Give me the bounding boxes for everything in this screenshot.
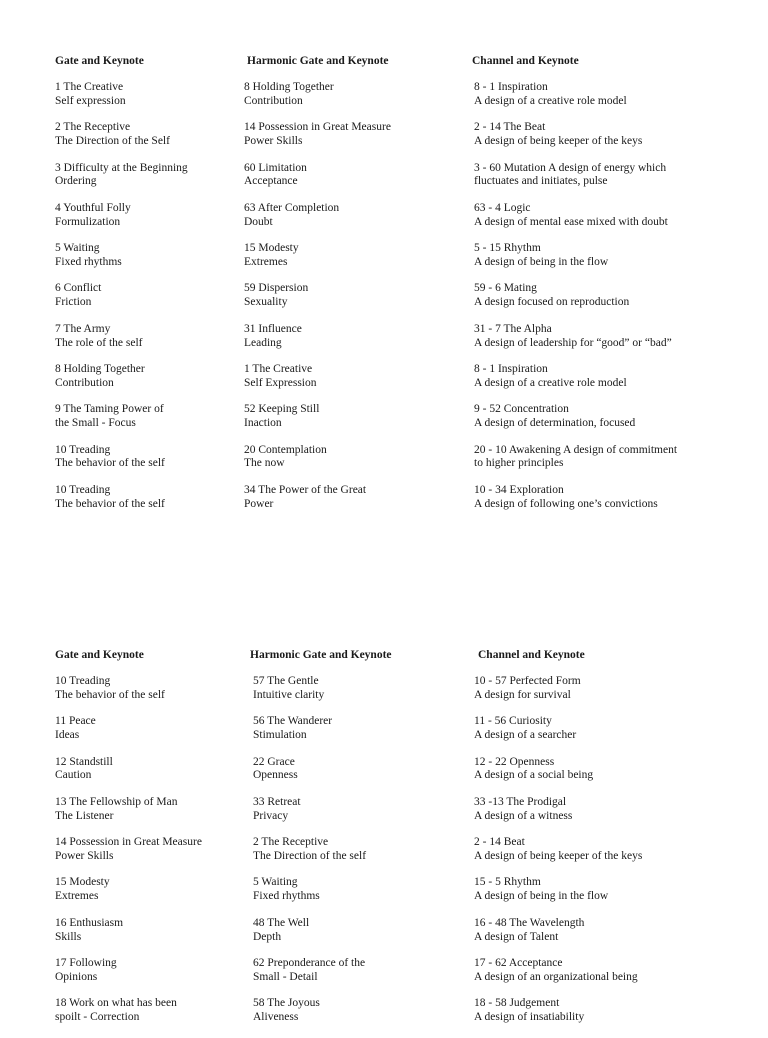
- gate-entry: [55, 81, 188, 121]
- column-header-gate: Gate and Keynote: [55, 649, 144, 661]
- harmonic-entry: [244, 444, 391, 484]
- gate-entry: [55, 242, 188, 282]
- harmonic-entry: [244, 81, 391, 121]
- entry-title: 2 The Receptive: [253, 836, 329, 849]
- harmonic-entry: [253, 876, 366, 916]
- entry-keynote: Skills: [55, 930, 82, 943]
- entry-title: 13 The Fellowship of Man: [55, 795, 178, 808]
- channel-entry: [474, 836, 642, 876]
- entry-title: 3 - 60 Mutation A design of energy which: [474, 161, 667, 174]
- entry-title: 15 Modesty: [244, 242, 299, 255]
- entry-keynote: Aliveness: [253, 1011, 299, 1024]
- entry-keynote: Depth: [253, 930, 282, 943]
- harmonic-entry: [253, 675, 366, 715]
- entry-title: 2 The Receptive: [55, 121, 131, 134]
- entry-title: 31 Influence: [244, 322, 302, 335]
- harmonic-entry: [244, 282, 391, 322]
- gate-entry: [55, 282, 188, 322]
- entry-title: 14 Possession in Great Measure: [55, 836, 202, 849]
- entry-title: 3 Difficulty at the Beginning: [55, 161, 188, 174]
- entry-title: 56 The Wanderer: [253, 715, 333, 728]
- entry-title: 12 - 22 Openness: [474, 755, 555, 768]
- entry-title: 5 Waiting: [55, 242, 100, 255]
- gate-entry: [55, 675, 202, 715]
- entry-keynote: Power Skills: [244, 135, 303, 148]
- entry-keynote: The Direction of the Self: [55, 135, 170, 148]
- channel-entry: [474, 715, 642, 755]
- entry-title: 60 Limitation: [244, 161, 307, 174]
- entry-keynote: A design of Talent: [474, 930, 559, 943]
- gate-entry: [55, 796, 202, 836]
- harmonic-entry: [244, 323, 391, 363]
- entry-keynote: the Small - Focus: [55, 417, 136, 430]
- gate-entry: [55, 363, 188, 403]
- harmonic-entry: [253, 756, 366, 796]
- harmonic-column: [253, 675, 366, 1038]
- channel-entry: [474, 403, 677, 443]
- entry-keynote: Intuitive clarity: [253, 688, 325, 701]
- channel-entry: [474, 796, 642, 836]
- column-header-gate: Gate and Keynote: [55, 55, 144, 67]
- entry-keynote: The behavior of the self: [55, 497, 165, 510]
- channel-column: [474, 81, 677, 524]
- entry-title: 62 Preponderance of the: [253, 957, 366, 970]
- column-header-channel: Channel and Keynote: [472, 55, 579, 67]
- column-header-channel: Channel and Keynote: [478, 649, 585, 661]
- entry-keynote: Ordering: [55, 175, 97, 188]
- entry-title: 4 Youthful Folly: [55, 201, 131, 214]
- channel-entry: [474, 444, 677, 484]
- channel-entry: [474, 363, 677, 403]
- gate-entry: [55, 484, 188, 524]
- entry-keynote: Power Skills: [55, 849, 114, 862]
- entry-keynote: A design of a creative role model: [474, 94, 627, 107]
- entry-title: 11 Peace: [55, 715, 96, 728]
- entry-keynote: A design of a witness: [474, 809, 573, 822]
- entry-keynote: Formulization: [55, 215, 121, 228]
- column-header-harmonic: Harmonic Gate and Keynote: [247, 55, 389, 67]
- entry-keynote: A design of being in the flow: [474, 255, 609, 268]
- entry-keynote: Opinions: [55, 970, 98, 983]
- entry-title: 59 - 6 Mating: [474, 282, 537, 295]
- entry-title: 63 After Completion: [244, 201, 340, 214]
- channel-entry: [474, 202, 677, 242]
- entry-keynote: A design of insatiability: [474, 1011, 585, 1024]
- gate-entry: [55, 917, 202, 957]
- entry-title: 10 Treading: [55, 675, 111, 687]
- gate-entry: [55, 957, 202, 997]
- entry-keynote: Leading: [244, 336, 282, 349]
- entry-title: 11 - 56 Curiosity: [474, 715, 552, 728]
- entry-keynote: A design of being keeper of the keys: [474, 135, 643, 148]
- entry-keynote: Self Expression: [244, 376, 317, 389]
- entry-title: 57 The Gentle: [253, 675, 319, 687]
- column-header-harmonic: Harmonic Gate and Keynote: [250, 649, 392, 661]
- gate-entry: [55, 162, 188, 202]
- harmonic-column: [244, 81, 391, 524]
- entry-title: 17 - 62 Acceptance: [474, 957, 563, 970]
- entry-keynote: spoilt - Correction: [55, 1011, 140, 1024]
- entry-keynote: Small - Detail: [253, 970, 318, 983]
- harmonic-entry: [244, 242, 391, 282]
- entry-keynote: Doubt: [244, 215, 273, 228]
- entry-title: 8 - 1 Inspiration: [474, 81, 548, 93]
- entry-keynote: Self expression: [55, 94, 126, 107]
- entry-keynote: Fixed rhythms: [55, 255, 122, 268]
- entry-keynote: The behavior of the self: [55, 457, 165, 470]
- channel-entry: [474, 876, 642, 916]
- entry-keynote: Contribution: [244, 94, 303, 107]
- entry-title: 2 - 14 The Beat: [474, 121, 546, 134]
- entry-keynote: Inaction: [244, 417, 282, 430]
- entry-keynote: A design of being keeper of the keys: [474, 849, 643, 862]
- entry-title: 20 - 10 Awakening A design of commitment: [474, 443, 678, 456]
- gate-column: [55, 675, 202, 1038]
- harmonic-entry: [244, 363, 391, 403]
- entry-keynote: A design of determination, focused: [474, 417, 636, 430]
- entry-keynote: A design of an organizational being: [474, 970, 638, 983]
- channel-entry: [474, 162, 677, 202]
- entry-keynote: Acceptance: [244, 175, 298, 188]
- entry-title: 1 The Creative: [55, 81, 124, 93]
- entry-keynote: A design of a searcher: [474, 729, 577, 742]
- entry-keynote: A design of following one’s convictions: [474, 497, 658, 510]
- gate-entry: [55, 876, 202, 916]
- entry-title: 20 Contemplation: [244, 443, 327, 456]
- entry-title: 22 Grace: [253, 755, 295, 768]
- channel-entry: [474, 323, 677, 363]
- gate-entry: [55, 403, 188, 443]
- channel-entry: [474, 484, 677, 524]
- entry-title: 48 The Well: [253, 916, 310, 929]
- entry-title: 9 - 52 Concentration: [474, 403, 569, 416]
- channel-entry: [474, 997, 642, 1037]
- entry-keynote: Caution: [55, 769, 92, 782]
- entry-keynote: A design of leadership for “good” or “bad”: [474, 336, 672, 349]
- entry-keynote: Sexuality: [244, 296, 288, 309]
- entry-title: 2 - 14 Beat: [474, 836, 525, 849]
- gate-entry: [55, 444, 188, 484]
- channel-entry: [474, 282, 677, 322]
- gate-entry: [55, 202, 188, 242]
- harmonic-entry: [253, 917, 366, 957]
- gate-entry: [55, 997, 202, 1037]
- channel-entry: [474, 675, 642, 715]
- entry-title: 15 Modesty: [55, 876, 110, 889]
- entry-title: 34 The Power of the Great: [244, 483, 367, 496]
- channel-entry: [474, 957, 642, 997]
- entry-title: 12 Standstill: [55, 755, 113, 768]
- gate-entry: [55, 836, 202, 876]
- entry-keynote: A design of a social being: [474, 769, 594, 782]
- entry-keynote: Privacy: [253, 809, 289, 822]
- harmonic-entry: [244, 121, 391, 161]
- gate-column: [55, 81, 188, 524]
- entry-title: 31 - 7 The Alpha: [474, 322, 552, 335]
- entry-keynote: The role of the self: [55, 336, 143, 349]
- entry-keynote: A design for survival: [474, 688, 571, 701]
- entry-keynote: Contribution: [55, 376, 114, 389]
- harmonic-entry: [253, 997, 366, 1037]
- entry-title: 18 Work on what has been: [55, 997, 177, 1010]
- entry-title: 10 Treading: [55, 483, 111, 496]
- entry-title: 16 Enthusiasm: [55, 916, 124, 929]
- channel-entry: [474, 917, 642, 957]
- entry-title: 6 Conflict: [55, 282, 102, 295]
- harmonic-entry: [253, 957, 366, 997]
- entry-title: 7 The Army: [55, 322, 111, 335]
- entry-keynote: The Direction of the self: [253, 849, 367, 862]
- harmonic-entry: [253, 796, 366, 836]
- entry-title: 8 Holding Together: [244, 81, 334, 93]
- entry-keynote: Extremes: [55, 890, 99, 903]
- entry-title: 59 Dispersion: [244, 282, 309, 295]
- harmonic-entry: [244, 202, 391, 242]
- entry-keynote: The Listener: [55, 809, 114, 822]
- gate-entry: [55, 121, 188, 161]
- entry-keynote: fluctuates and initiates, pulse: [474, 175, 608, 188]
- entry-title: 10 - 34 Exploration: [474, 483, 564, 496]
- entry-title: 33 Retreat: [253, 795, 301, 808]
- harmonic-entry: [244, 162, 391, 202]
- entry-keynote: to higher principles: [474, 457, 564, 470]
- entry-title: 10 Treading: [55, 443, 111, 456]
- entry-title: 5 Waiting: [253, 876, 298, 889]
- entry-keynote: Extremes: [244, 255, 288, 268]
- harmonic-entry: [253, 836, 366, 876]
- entry-title: 15 - 5 Rhythm: [474, 876, 541, 889]
- entry-title: 63 - 4 Logic: [474, 201, 531, 214]
- entry-keynote: Openness: [253, 769, 298, 782]
- entry-title: 33 -13 The Prodigal: [474, 795, 567, 808]
- entry-title: 5 - 15 Rhythm: [474, 242, 541, 255]
- entry-keynote: A design of a creative role model: [474, 376, 627, 389]
- entry-keynote: Power: [244, 497, 274, 510]
- entry-keynote: Ideas: [55, 729, 80, 742]
- harmonic-entry: [244, 484, 391, 524]
- gate-entry: [55, 715, 202, 755]
- entry-keynote: The behavior of the self: [55, 688, 165, 701]
- entry-keynote: Stimulation: [253, 729, 307, 742]
- gate-entry: [55, 323, 188, 363]
- entry-title: 14 Possession in Great Measure: [244, 121, 391, 134]
- channel-entry: [474, 756, 642, 796]
- entry-title: 9 The Taming Power of: [55, 403, 164, 416]
- entry-title: 10 - 57 Perfected Form: [474, 675, 581, 687]
- harmonic-entry: [253, 715, 366, 755]
- channel-column: [474, 675, 642, 1038]
- entry-title: 8 Holding Together: [55, 363, 145, 376]
- entry-title: 1 The Creative: [244, 363, 313, 376]
- entry-keynote: A design of mental ease mixed with doubt: [474, 215, 668, 228]
- entry-keynote: A design focused on reproduction: [474, 296, 630, 309]
- entry-title: 16 - 48 The Wavelength: [474, 916, 585, 929]
- entry-keynote: Fixed rhythms: [253, 890, 320, 903]
- entry-title: 52 Keeping Still: [244, 403, 320, 416]
- entry-title: 18 - 58 Judgement: [474, 997, 560, 1010]
- entry-keynote: A design of being in the flow: [474, 890, 609, 903]
- harmonic-entry: [244, 403, 391, 443]
- channel-entry: [474, 242, 677, 282]
- entry-title: 58 The Joyous: [253, 997, 320, 1010]
- entry-title: 8 - 1 Inspiration: [474, 363, 548, 376]
- entry-keynote: The now: [244, 457, 285, 470]
- channel-entry: [474, 121, 677, 161]
- entry-title: 17 Following: [55, 957, 117, 970]
- gate-entry: [55, 756, 202, 796]
- entry-keynote: Friction: [55, 296, 92, 309]
- channel-entry: [474, 81, 677, 121]
